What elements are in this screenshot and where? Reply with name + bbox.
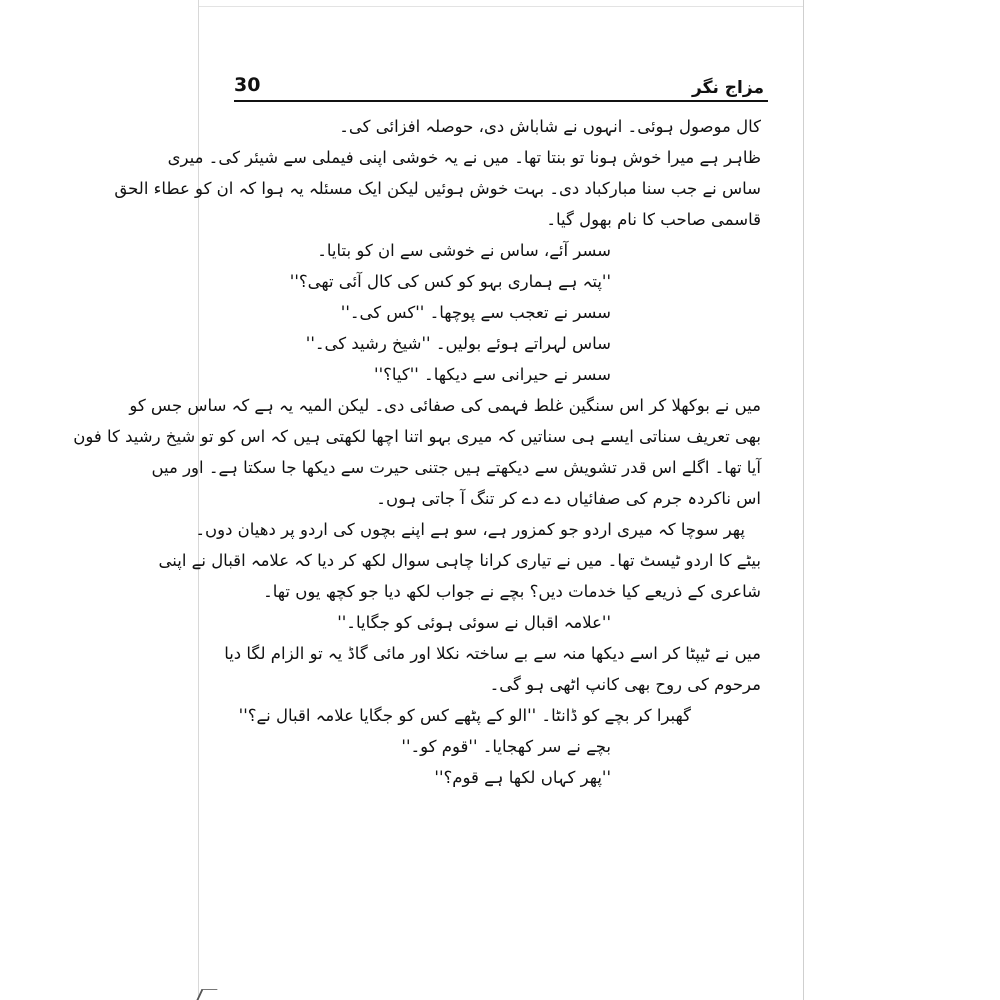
running-title: مزاج نگر <box>692 78 764 98</box>
page-top-edge <box>199 0 803 7</box>
text-line: پھر سوچا کہ میری اردو جو کمزور ہے، سو ہے اپنے بچوں کی اردو پر دھیان دوں۔ <box>195 520 745 539</box>
dialog-line: سسر نے تعجب سے پوچھا۔ ''کس کی۔'' <box>340 303 611 322</box>
text-line: بیٹے کا اردو ٹیسٹ تھا۔ میں نے تیاری کرانا چاہی سوال لکھ کر دیا کہ علامہ اقبال نے اپنی <box>158 551 761 570</box>
dialog-line: ''پھر کہاں لکھا ہے قوم؟'' <box>434 768 611 787</box>
dialog-line: سسر آئے، ساس نے خوشی سے ان کو بتایا۔ <box>317 241 611 260</box>
page-header <box>234 64 768 98</box>
dialog-line: ساس لہراتے ہوئے بولیں۔ ''شیخ رشید کی۔'' <box>305 334 611 353</box>
text-line: میں نے ٹیپٹا کر اسے دیکھا منہ سے بے ساختہ نکلا اور مائی گاڈ یہ تو الزام لگا دیا <box>224 644 761 663</box>
text-line: شاعری کے ذریعے کیا خدمات دیں؟ بچے نے جواب لکھ دیا جو کچھ یوں تھا۔ <box>263 582 761 601</box>
text-line: ساس نے جب سنا مبارکباد دی۔ بہت خوش ہوئیں لیکن ایک مسئلہ یہ ہوا کہ ان کو عطاء الحق <box>114 179 761 198</box>
text-line: میں نے بوکھلا کر اس سنگین غلط فہمی کی صفائی دی۔ لیکن المیہ یہ ہے کہ ساس جس کو <box>129 396 761 415</box>
text-line: بھی تعریف سناتی ایسے ہی سناتیں کہ میری بہو اتنا اچھا لکھتی ہیں کہ اس کو تو شیخ رشید کا فون <box>73 427 761 446</box>
dialog-line: ''پتہ ہے ہماری بہو کو کس کی کال آئی تھی؟'' <box>289 272 611 291</box>
text-line: کال موصول ہوئی۔ انہوں نے شاباش دی، حوصلہ افزائی کی۔ <box>339 117 761 136</box>
text-line: قاسمی صاحب کا نام بھول گیا۔ <box>546 210 761 229</box>
header-rule <box>234 100 768 102</box>
dialog-line: سسر نے حیرانی سے دیکھا۔ ''کیا؟'' <box>374 365 611 384</box>
body-text <box>73 111 761 793</box>
book-page <box>73 0 804 1000</box>
dialog-line: بچے نے سر کھجایا۔ ''قوم کو۔'' <box>401 737 611 756</box>
dialog-line: گھبرا کر بچے کو ڈانٹا۔ ''الو کے پٹھے کس کو جگایا علامہ اقبال نے؟'' <box>238 706 691 725</box>
text-line: آیا تھا۔ اگلے اس قدر تشویش سے دیکھتے ہیں جتنی حیرت سے دیکھا جا سکتا ہے۔ اور میں <box>151 458 761 477</box>
text-line: ظاہر ہے میرا خوش ہونا تو بنتا تھا۔ میں نے یہ خوشی اپنی فیملی سے شیئر کی۔ میری <box>167 148 761 167</box>
page-number: 30 <box>234 74 261 96</box>
text-line: اس ناکردہ جرم کی صفائیاں دے دے کر تنگ آ جاتی ہوں۔ <box>376 489 761 508</box>
text-line: مرحوم کی روح بھی کانپ اٹھی ہو گی۔ <box>489 675 761 694</box>
dialog-line: ''علامہ اقبال نے سوئی ہوئی کو جگایا۔'' <box>337 613 611 632</box>
page-corner-mark <box>196 989 217 1000</box>
